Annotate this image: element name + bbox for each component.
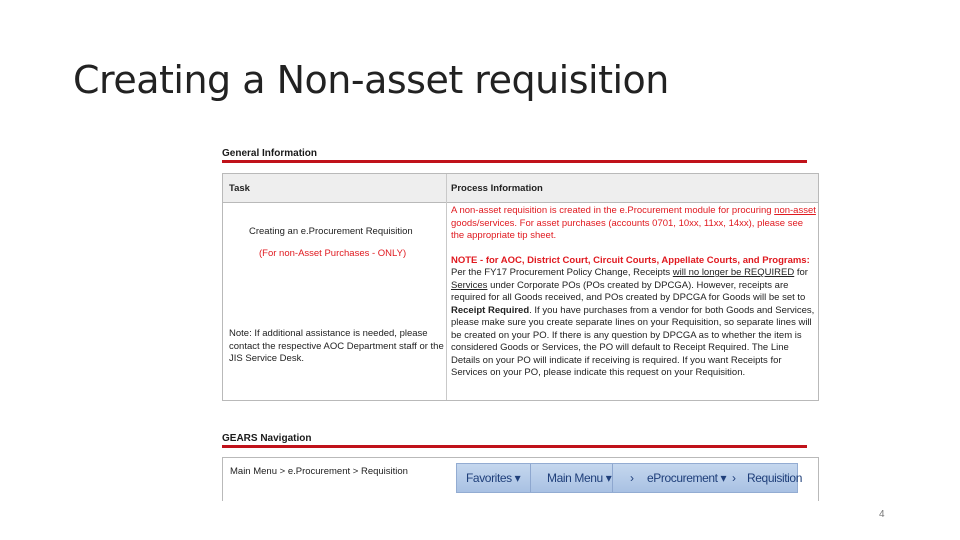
breadcrumb-chevron-icon: › — [732, 471, 736, 485]
nav-separator — [530, 464, 531, 492]
favorites-menu[interactable]: Favorites ▾ — [466, 471, 521, 485]
process-paragraph-2: NOTE - for AOC, District Court, Circuit Courts, Appellate Courts, and Programs: Per the FY17 Procurement Policy Change, Receipts will no longer be REQUIRED for Services under Corporate POs (POs created by DPCGA). However, receipts are required for all Goods received, and POs created by DPCGA for Goods will be set to Receipt Required. If you have purchases from a vendor for both Goods and Services, please make sure you create separate lines on your Requisition, so separate lines will be created on your PO. If there is any question by DPCGA as to whether the item is considered Goods or Services, the PO will default to Receipt Required. The Line Details on your PO will indicate if receiving is required. If you want Receipts for Services on your PO, please indicate this request on your Requisition. — [451, 254, 815, 378]
process-information — [451, 205, 817, 380]
gears-navbar — [456, 463, 802, 493]
task-subtitle: (For non-Asset Purchases - ONLY) — [259, 248, 407, 259]
nav-separator — [612, 464, 613, 492]
process-paragraph-1: A non-asset requisition is created in the e.Procurement module for procuring non-asset goods/services. For asset purchases (accounts 0701, 10xx, 11xx, 14xx), please see the appropriate tip sheet. — [451, 205, 816, 241]
general-info-heading: General Information — [222, 148, 318, 159]
breadcrumb-chevron-icon: › — [630, 471, 634, 485]
main-menu[interactable]: Main Menu ▾ — [547, 471, 612, 485]
task-table — [222, 173, 819, 401]
col-process-header: Process Information — [451, 183, 543, 194]
section-divider — [222, 445, 807, 448]
col-task-header: Task — [229, 183, 250, 194]
page-number: 4 — [879, 509, 885, 520]
slide-title: Creating a Non-asset requisition — [73, 58, 669, 102]
requisition-link[interactable]: Requisition — [747, 471, 802, 485]
eprocurement-menu[interactable]: eProcurement ▾ — [647, 471, 727, 485]
screenshot-document — [222, 146, 822, 501]
navigation-table — [222, 457, 819, 501]
table-header — [223, 174, 818, 203]
section-divider — [222, 160, 807, 163]
task-title: Creating an e.Procurement Requisition — [249, 226, 413, 237]
task-note: Note: If additional assistance is needed, please contact the respective AOC Department staff or the JIS Service Desk. — [229, 328, 444, 364]
gears-nav-heading: GEARS Navigation — [222, 433, 312, 444]
navigation-path: Main Menu > e.Procurement > Requisition — [230, 466, 408, 477]
column-divider — [446, 174, 447, 400]
